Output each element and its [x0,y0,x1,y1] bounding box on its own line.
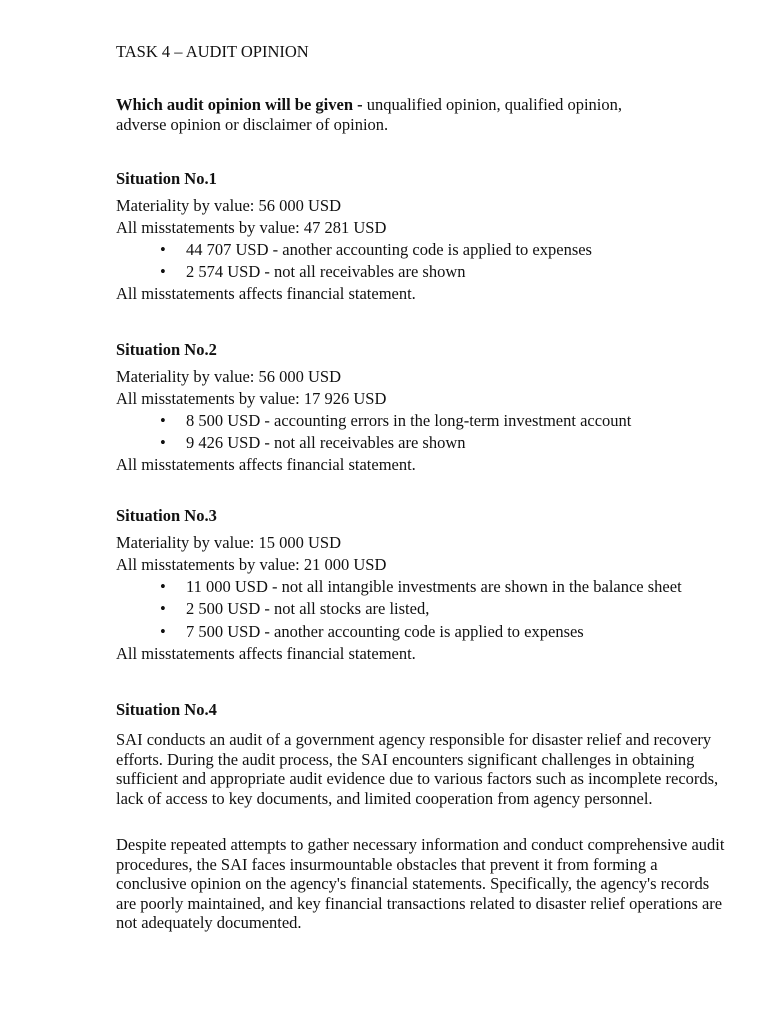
question-rest: unqualified opinion, qualified opinion, [362,95,623,114]
situation-3-materiality: Materiality by value: 15 000 USD [116,533,342,552]
question-bold: Which audit opinion will be given - [116,95,363,114]
list-item: • 2 574 USD - not all receivables are shown [160,262,466,281]
question-line-2: adverse opinion or disclaimer of opinion. [116,115,389,134]
situation-3-heading: Situation No.3 [116,506,217,525]
bullet-icon: • [160,622,166,641]
situation-3-footer: All misstatements affects financial statement. [116,644,416,663]
situation-1-misstatements: All misstatements by value: 47 281 USD [116,218,387,237]
list-item: • 8 500 USD - accounting errors in the long-term investment account [160,411,632,430]
bullet-icon: • [160,433,166,452]
list-item: • 44 707 USD - another accounting code is applied to expenses [160,240,592,259]
list-item: • 7 500 USD - another accounting code is applied to expenses [160,622,584,641]
situation-2-materiality: Materiality by value: 56 000 USD [116,367,342,386]
bullet-icon: • [160,599,166,618]
list-item: • 2 500 USD - not all stocks are listed, [160,599,430,618]
list-item: • 9 426 USD - not all receivables are shown [160,433,466,452]
situation-4-paragraph-1: SAI conducts an audit of a government agency responsible for disaster relief and recovery efforts. During the audit process, the SAI encounters significant challenges in obtaining sufficient and appropriate audit evidence due to various factors such as incomplete records, lack of access to key documents, and limited cooperation from agency personnel. [116,730,719,808]
situation-2-misstatements: All misstatements by value: 17 926 USD [116,389,387,408]
situation-1-materiality: Materiality by value: 56 000 USD [116,196,342,215]
situation-1-footer: All misstatements affects financial statement. [116,284,416,303]
situation-4-paragraph-2: Despite repeated attempts to gather necessary information and conduct comprehensive audit procedures, the SAI faces insurmountable obstacles that prevent it from forming a conclusive opinion on the agency's financial statements. Specifically, the agency's records are poorly maintained, and key financial transactions related to disaster relief operations are not adequately documented. [116,835,725,933]
bullet-icon: • [160,577,166,596]
bullet-icon: • [160,240,166,259]
situation-2-heading: Situation No.2 [116,340,217,359]
page-title: TASK 4 – AUDIT OPINION [116,42,309,61]
situation-4-heading: Situation No.4 [116,700,217,719]
list-item: • 11 000 USD - not all intangible investments are shown in the balance sheet [160,577,682,596]
question-line-1 [116,95,622,115]
situation-2-footer: All misstatements affects financial statement. [116,455,416,474]
bullet-icon: • [160,411,166,430]
bullet-icon: • [160,262,166,281]
situation-3-misstatements: All misstatements by value: 21 000 USD [116,555,387,574]
situation-1-heading: Situation No.1 [116,169,217,188]
